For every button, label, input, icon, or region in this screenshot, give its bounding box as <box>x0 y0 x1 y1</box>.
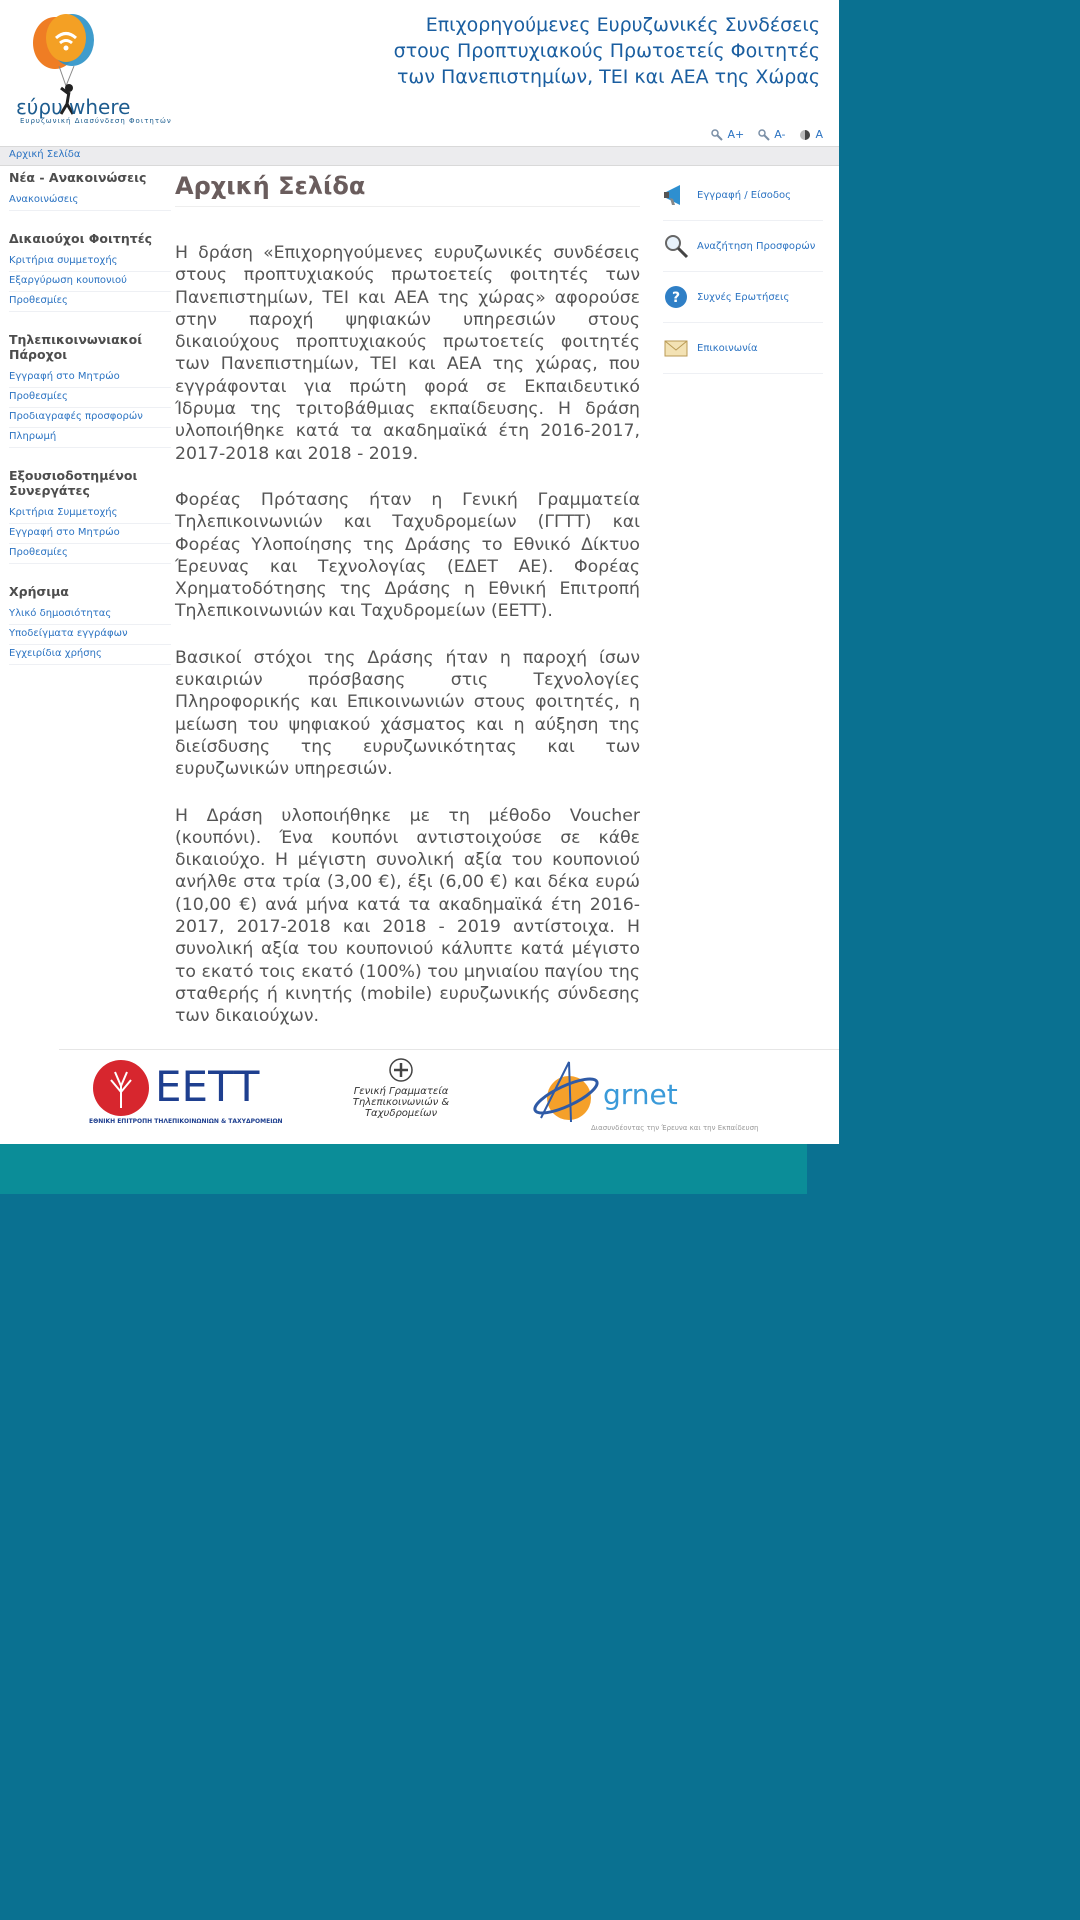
site-title <box>360 12 820 90</box>
increase-font-button[interactable] <box>711 128 744 141</box>
background-strip <box>1066 0 1080 1920</box>
nav-item-document-templates[interactable]: Υποδείγματα εγγράφων <box>9 625 171 645</box>
nav-item-user-manuals[interactable]: Εγχειρίδια χρήσης <box>9 645 171 665</box>
content-paragraph: Βασικοί στόχοι της Δράσης ήταν η παροχή ίσων ευκαιριών πρόσβασης στις Τεχνολογίες Πληροφορικής και Επικοινωνιών στους φοιτητές, η μείωση του ψηφιακού χάσματος και η αύξηση της διείσδυσης της ευρυζωνικότητας και των ευρυζωνικών υπηρεσιών. <box>175 647 640 780</box>
site-logo[interactable] <box>14 8 174 133</box>
nav-item-publicity-material[interactable]: Υλικό δημοσιότητας <box>9 605 171 625</box>
contrast-icon <box>799 129 811 141</box>
nav-heading: Εξουσιοδοτημένοι Συνεργάτες <box>9 468 138 498</box>
zoom-in-icon <box>711 129 723 141</box>
nav-item-criteria[interactable]: Κριτήρια συμμετοχής <box>9 252 171 272</box>
breadcrumb-home-link[interactable]: Αρχική Σελίδα <box>9 149 81 160</box>
zoom-out-icon <box>758 129 770 141</box>
nav-item-registry-signup[interactable]: Εγγραφή στο Μητρώο <box>9 368 171 388</box>
content-paragraph: Φορέας Πρότασης ήταν η Γενική Γραμματεία Τηλεπικοινωνιών και Ταχυδρομείων (ΓΓΤΤ) και Φορέας Υλοποίησης της Δράσης το Εθνικό Δίκτυο Έρευνας και Τεχνολογίας (ΕΔΕΤ ΑΕ). Φορέας Χρηματοδότησης της Δράσης η Εθνική Επιτροπή Τηλεπικοινωνιών και Ταχυδρομείων (ΕΕΤΤ). <box>175 489 640 622</box>
nav-item-redeem-coupon[interactable]: Εξαργύρωση κουπονιού <box>9 272 171 292</box>
magnifier-icon <box>663 233 689 259</box>
site-title-line: των Πανεπιστημίων, ΤΕΙ και ΑΕΑ της Χώρας <box>396 66 820 88</box>
decrease-font-label: A- <box>774 128 786 141</box>
header <box>0 0 839 145</box>
grnet-logo-text: grnet <box>603 1078 678 1111</box>
faq-link[interactable] <box>663 272 823 323</box>
faq-label: Συχνές Ερωτήσεις <box>697 291 790 303</box>
eett-logo[interactable] <box>89 1056 289 1131</box>
megaphone-icon <box>663 182 689 208</box>
envelope-icon <box>663 335 689 361</box>
nav-item-payment[interactable]: Πληρωμή <box>9 428 171 448</box>
grnet-caption: Διασυνδέοντας την Έρευνα και την Εκπαίδευση <box>591 1124 759 1132</box>
left-sidebar <box>9 170 171 685</box>
nav-group-news <box>9 170 171 211</box>
main-content <box>175 172 640 1028</box>
content-paragraph: Η Δράση υλοποιήθηκε με τη μέθοδο Voucher (κουπόνι). Ένα κουπόνι αντιστοιχούσε σε κάθε δικαιούχο. Η μέγιστη συνολική αξία του κουπονιού ανήλθε στα τρία (3,00 €), έξι (6,00 €) και δέκα ευρώ (10,00 €) ανά μήνα κατά τα ακαδημαϊκά έτη 2016-2017, 2017-2018 και 2018 - 2019 αντίστοιχα. Η συνολική αξία του κουπονιού κάλυπτε κατά μέγιστο το εκατό τοις εκατό (100%) του μηνιαίου παγίου της σταθερής ή κινητής (mobile) ευρυζωνικής σύνδεσης των δικαιούχων. <box>175 805 640 1027</box>
accessibility-toolbar <box>711 128 823 141</box>
nav-group-useful <box>9 584 171 665</box>
nav-item-criteria[interactable]: Κριτήρια Συμμετοχής <box>9 504 171 524</box>
nav-group-providers <box>9 332 171 448</box>
logo-text: εύρυ where <box>16 95 131 119</box>
contrast-label: A <box>815 128 823 141</box>
page <box>0 0 839 1144</box>
breadcrumb <box>0 146 839 166</box>
register-login-link[interactable] <box>663 170 823 221</box>
nav-group-students <box>9 231 171 312</box>
footer <box>59 1049 839 1145</box>
decrease-font-button[interactable] <box>758 128 785 141</box>
footer-band <box>0 1144 807 1194</box>
ggtt-line: Γενική Γραμματεία <box>353 1086 449 1097</box>
nav-item-deadlines[interactable]: Προθεσμίες <box>9 544 171 564</box>
nav-item-deadlines[interactable]: Προθεσμίες <box>9 292 171 312</box>
right-sidebar <box>663 170 823 374</box>
eett-caption: ΕΘΝΙΚΗ ΕΠΙΤΡΟΠΗ ΤΗΛΕΠΙΚΟΙΝΩΝΙΩΝ & ΤΑΧΥΔΡΟΜΕΙΩΝ <box>89 1118 283 1125</box>
search-offers-link[interactable] <box>663 221 823 272</box>
search-offers-label: Αναζήτηση Προσφορών <box>697 240 816 252</box>
ggtt-logo[interactable] <box>321 1058 481 1118</box>
grnet-logo[interactable] <box>531 1058 771 1138</box>
content-paragraph: Η δράση «Επιχορηγούμενες ευρυζωνικές συνδέσεις στους προπτυχιακούς πρωτοετείς φοιτητές των Πανεπιστημίων, ΤΕΙ και ΑΕΑ της χώρας» αφορούσε στην παροχή ψηφιακών υπηρεσιών στους δικαιούχους προπτυχιακούς πρωτοετείς φοιτητές των Πανεπιστημίων, ΤΕΙ και ΑΕΑ της χώρας, που εγγράφονται για πρώτη φορά σε Εκπαιδευτικό Ίδρυμα της τριτοβάθμιας εκπαίδευσης. Η δράση υλοποιήθηκε κατά τα ακαδημαϊκά έτη 2016-2017, 2017-2018 και 2018 - 2019. <box>175 243 640 464</box>
nav-group-partners <box>9 468 171 564</box>
increase-font-label: A+ <box>727 128 745 141</box>
nav-heading: Νέα - Ανακοινώσεις <box>9 170 147 185</box>
nav-item-registry-signup[interactable]: Εγγραφή στο Μητρώο <box>9 524 171 544</box>
site-title-line: Επιχορηγούμενες Ευρυζωνικές Συνδέσεις <box>425 14 820 36</box>
nav-heading: Τηλεπικοινωνιακοί Πάροχοι <box>9 332 143 362</box>
nav-item-offer-specs[interactable]: Προδιαγραφές προσφορών <box>9 408 171 428</box>
logo-subtitle: Ευρυζωνική Διασύνδεση Φοιτητών <box>20 117 172 125</box>
ggtt-line: Τηλεπικοινωνιών & Ταχυδρομείων <box>352 1097 450 1119</box>
nav-heading: Χρήσιμα <box>9 584 69 599</box>
contact-label: Επικοινωνία <box>697 342 758 354</box>
page-title: Αρχική Σελίδα <box>175 172 640 207</box>
register-login-label: Εγγραφή / Είσοδος <box>697 189 792 201</box>
nav-item-deadlines[interactable]: Προθεσμίες <box>9 388 171 408</box>
svg-text:?: ? <box>671 290 681 306</box>
nav-heading: Δικαιούχοι Φοιτητές <box>9 231 153 246</box>
site-title-line: στους Προπτυχιακούς Πρωτοετείς Φοιτητές <box>393 40 820 62</box>
eett-logo-text: ΕΕΤΤ <box>155 1062 260 1111</box>
question-icon <box>663 284 689 310</box>
nav-item-announcements[interactable]: Ανακοινώσεις <box>9 191 171 211</box>
contrast-button[interactable] <box>799 128 823 141</box>
greek-emblem-icon <box>389 1058 413 1082</box>
contact-link[interactable] <box>663 323 823 374</box>
